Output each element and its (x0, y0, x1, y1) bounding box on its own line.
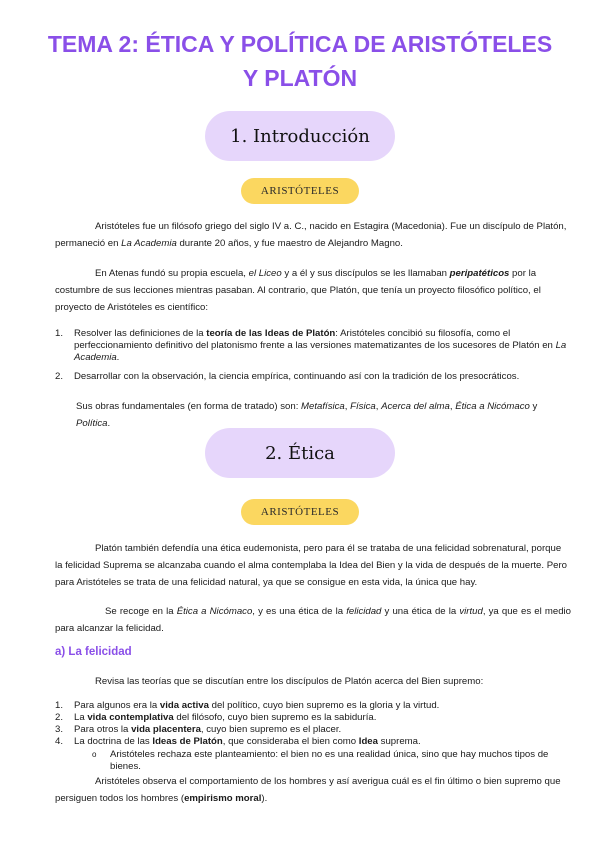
page-title-line-2: Y PLATÓN (242, 65, 358, 91)
intro-paragraph-2: En Atenas fundó su propia escuela, el Liceo y a él y sus discípulos se les llamaban peripatéticos por la costumbre de sus lecciones mientras pasaban. Al contrario, que Platón, que tenía un proyecto filosófico político, el proyecto de Aristóteles es científico: (55, 268, 541, 313)
felicidad-list-item-3: 3. Para otros la vida placentera, cuyo bien supremo es el placer. (55, 724, 342, 735)
felicidad-list-item-4: 4. La doctrina de las Ideas de Platón, que consideraba el bien como Idea suprema. (55, 736, 421, 747)
felicidad-list-item-2: 2. La vida contemplativa del filósofo, cuyo bien supremo es la sabiduría. (55, 712, 377, 723)
intro-paragraph-1: Aristóteles fue un filósofo griego del siglo IV a. C., nacido en Estagira (Macedonia). Fue un discípulo de Platón, permaneció en La Academia durante 20 años, y fue maestro de Alejandro Magno. (55, 221, 567, 249)
felicidad-list-item-1: 1. Para algunos era la vida activa del político, cuyo bien supremo es la gloria y la virtud. (55, 700, 440, 711)
etica-paragraph-2: Se recoge en la Ética a Nicómaco, y es una ética de la felicidad y una ética de la virtud, ya que es el medio para alcanzar la felicidad. (55, 606, 571, 634)
section-heading-introduccion: 1. Introducción (205, 111, 395, 161)
intro-list-item-2: 2. Desarrollar con la observación, la ciencia empírica, continuando así con la tradición de los presocráticos. (55, 371, 520, 382)
section-tag-aristoteles: ARISTÓTELES (241, 178, 359, 204)
section-heading-etica: 2. Ética (205, 428, 395, 478)
felicidad-sublist-item: o Aristóteles rechaza este planteamiento: el bien no es una realidad única, sino que hay muchos tipos de bienes. (92, 749, 549, 772)
section-tag-aristoteles-2: ARISTÓTELES (241, 499, 359, 525)
works-paragraph: Sus obras fundamentales (en forma de tratado) son: Metafísica, Física, Acerca del alma, Ética a Nicómaco y Política. (76, 401, 538, 429)
intro-list-item-1: 1. Resolver las definiciones de la teoría de las Ideas de Platón: Aristóteles concibió su filosofía, como el perfeccionamiento definitivo del platonismo frente a las versiones matematizantes de los sucesores de Platón en La Academia. (55, 328, 567, 363)
subheading-felicidad: a) La felicidad (55, 646, 132, 658)
circle-bullet-icon: o (92, 750, 97, 759)
page-title-line-1: TEMA 2: ÉTICA Y POLÍTICA DE ARISTÓTELES (47, 31, 553, 57)
etica-paragraph-4: Aristóteles observa el comportamiento de los hombres y así averigua cuál es el fin último o bien supremo que persiguen todos los hombres (empirismo moral). (55, 776, 561, 804)
etica-paragraph-1: Platón también defendía una ética eudemonista, pero para él se trataba de una felicidad sobrenatural, porque la felicidad Suprema se alcanzaba cuando el alma contemplaba la Idea del Bien y la vida de después de la muerte. Pero para Aristóteles se trata de una felicidad natural, ya que se consigue en esta vida, la única que hay. (55, 543, 567, 588)
etica-paragraph-3: Revisa las teorías que se discutían entre los discípulos de Platón acerca del Bien supremo: (95, 676, 484, 687)
